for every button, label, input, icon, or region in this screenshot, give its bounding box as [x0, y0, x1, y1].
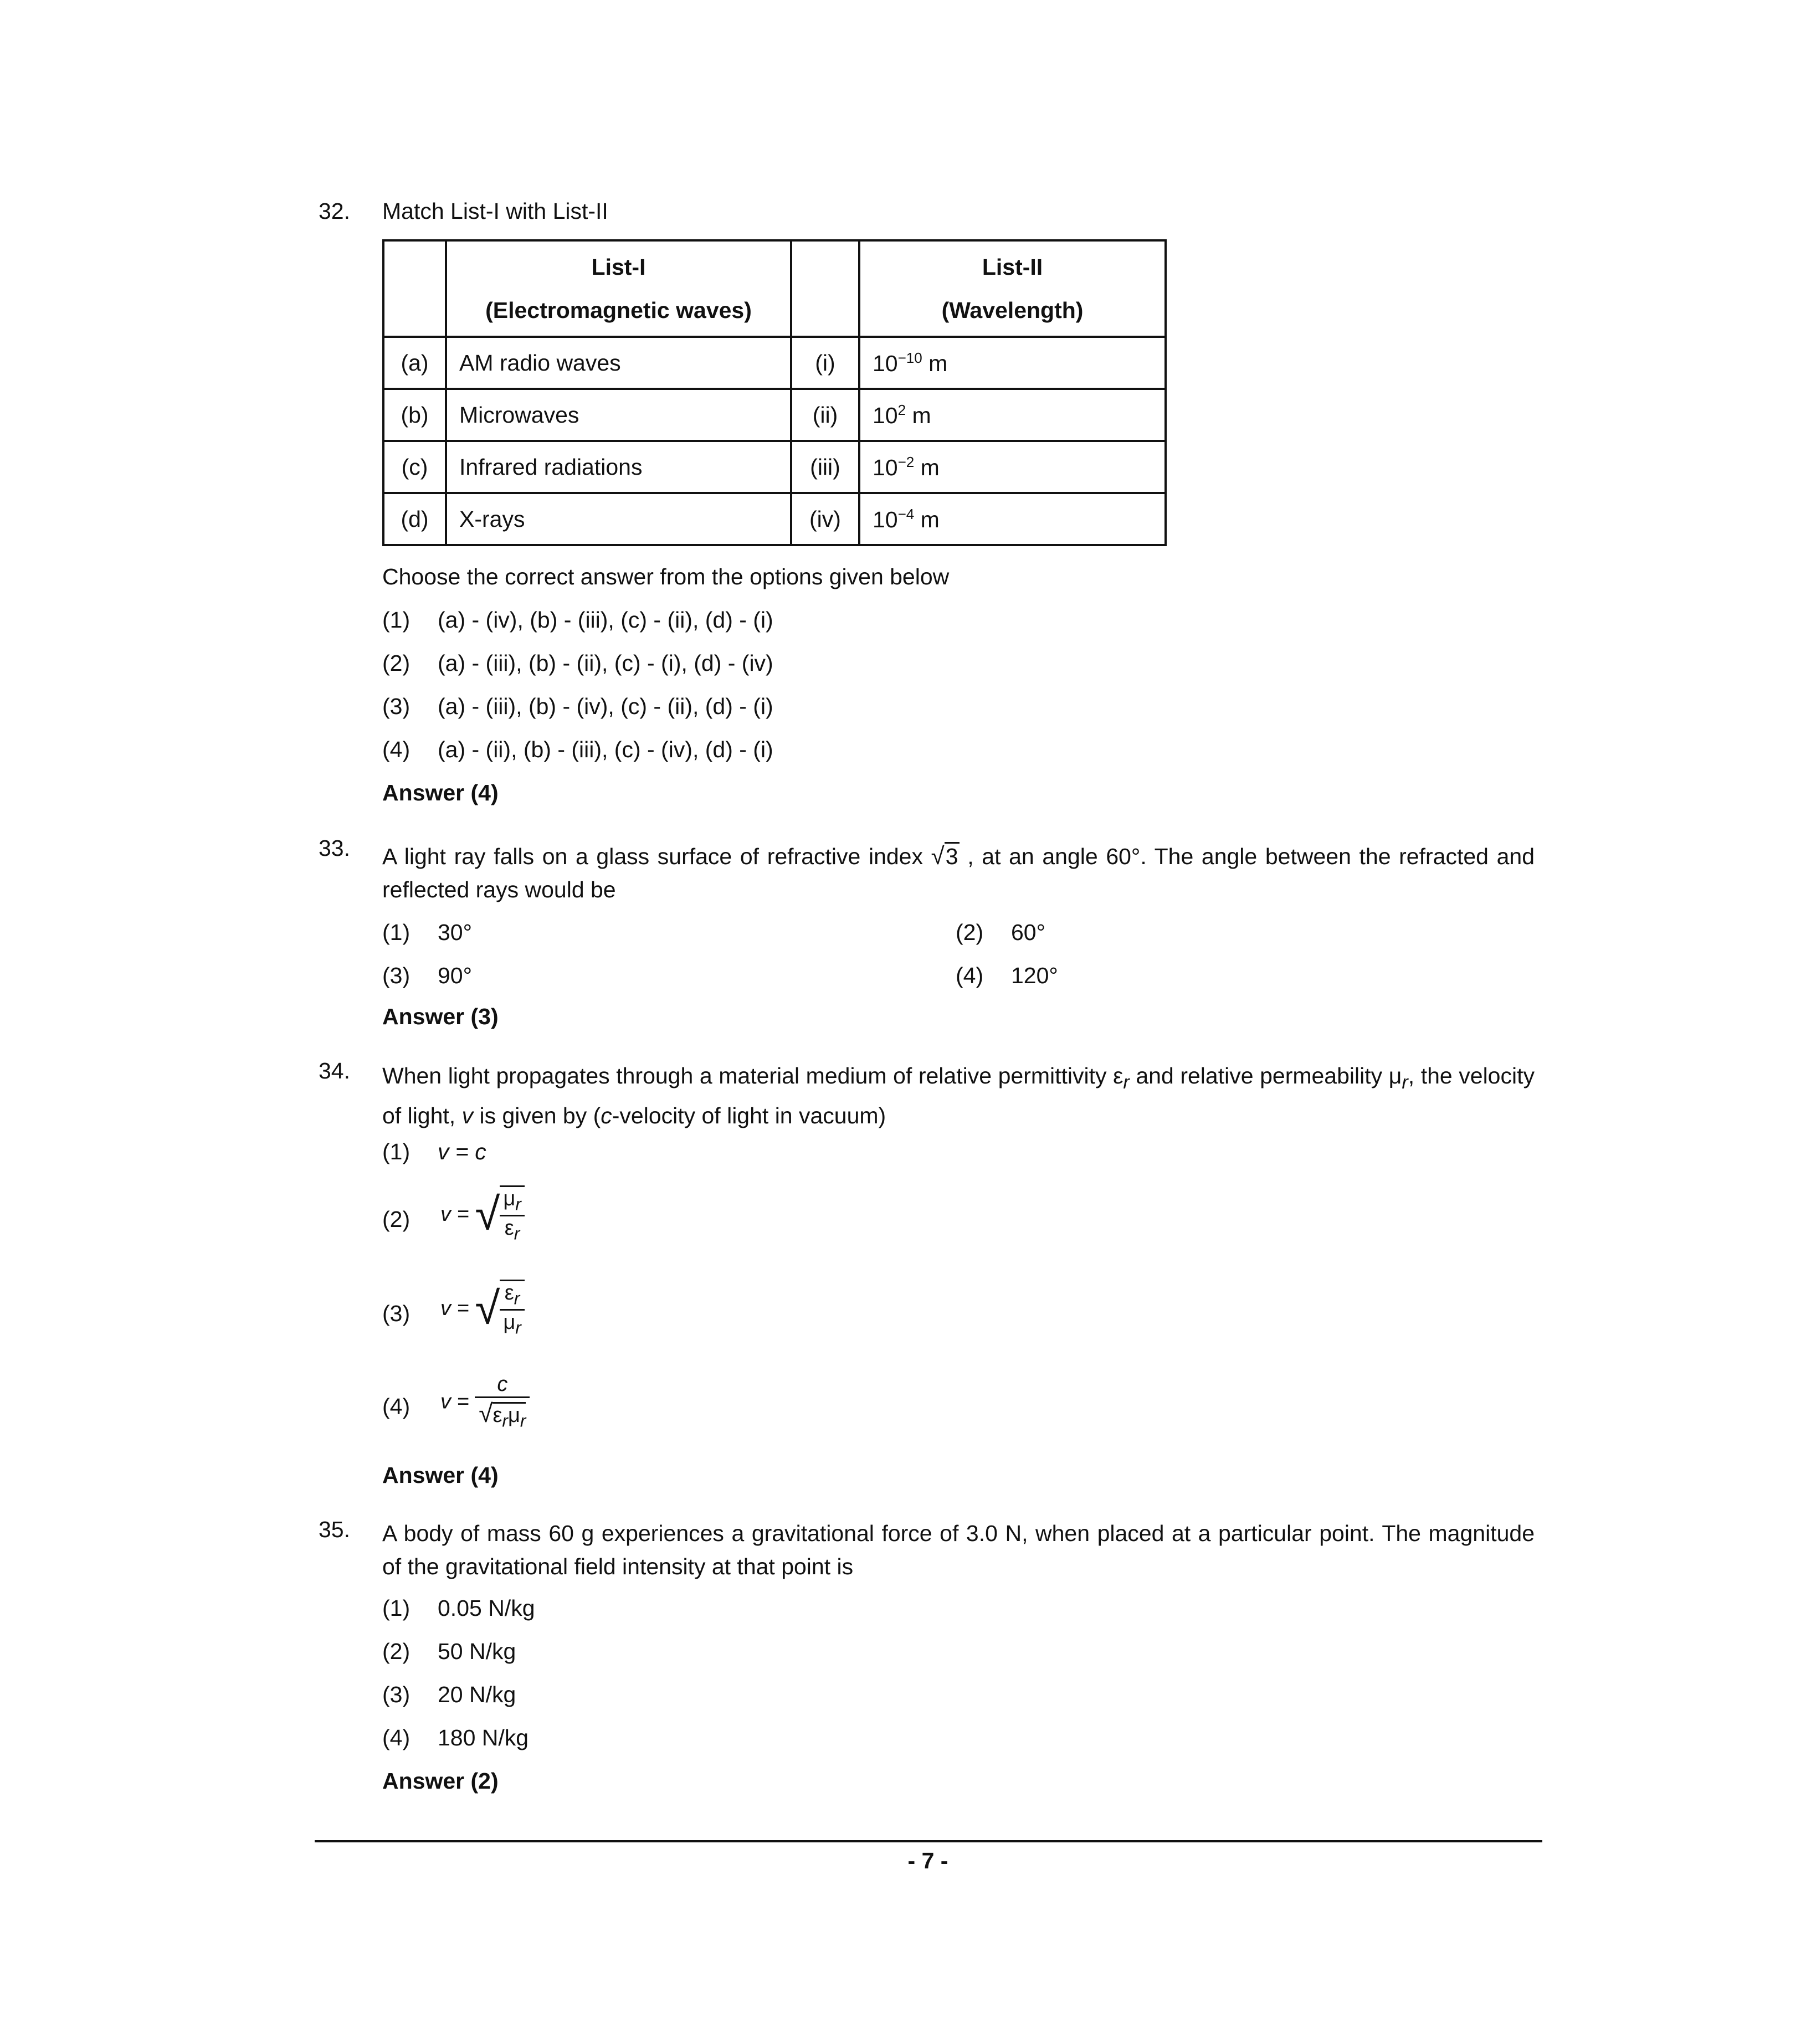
- list-1-header: List-I (Electromagnetic waves): [446, 240, 791, 337]
- question-number-32: 32.: [319, 198, 350, 224]
- list-2-header: List-II (Wavelength): [859, 240, 1166, 337]
- option-34-2-label: (2): [382, 1206, 411, 1232]
- table-row: (d) X-rays (iv) $10^{-4}$ m: [383, 493, 1166, 545]
- formula-34-4: v = $\frac{c}{√\varepsilon_r\mu_r}$: [440, 1373, 530, 1431]
- question-number-35: 35.: [319, 1517, 350, 1542]
- option-33-2: (2) 60°: [956, 920, 1046, 945]
- question-text-35: A body of mass 60 g experiences a gravitational force of 3.0 N, when placed at a particular point. The magnitude of the gravitational field intensity at that point is: [382, 1521, 1535, 1579]
- option-35-1: (1) 0.05 N/kg: [382, 1595, 535, 1621]
- answer-32: Answer (4): [382, 780, 499, 805]
- formula-34-2: v = √ $\frac{\mu_r}{\varepsilon_r}$: [440, 1185, 525, 1244]
- option-34-3-label: (3): [382, 1301, 411, 1326]
- option-33-1: (1) 30°: [382, 920, 473, 945]
- question-text-33: A light ray falls on a glass surface of refractive index √3 , at an angle 60°. The angle between the refracted and reflected rays would be: [382, 840, 1535, 906]
- option-32-3: (3) (a) - (iii), (b) - (iv), (c) - (ii), (d) - (i): [382, 694, 773, 719]
- option-35-2: (2) 50 N/kg: [382, 1639, 516, 1664]
- table-header-row: [383, 240, 1166, 337]
- choose-instruction: Choose the correct answer from the options given below: [382, 564, 950, 589]
- page-number: - 7 -: [907, 1848, 948, 1873]
- sqrt-symbol: √ $\frac{\varepsilon_r}{\mu_r}$: [475, 1280, 524, 1338]
- sqrt-symbol: √ $\frac{\mu_r}{\varepsilon_r}$: [475, 1185, 524, 1244]
- option-34-1: (1) v = c: [382, 1139, 486, 1164]
- question-text-32: Match List-I with List-II: [382, 198, 608, 224]
- option-32-1: (1) (a) - (iv), (b) - (iii), (c) - (ii), (d) - (i): [382, 607, 773, 633]
- question-number-34: 34.: [319, 1058, 350, 1083]
- answer-33: Answer (3): [382, 1004, 499, 1029]
- question-text-34: When light propagates through a material medium of relative permittivity $\varepsilon_r$ and relative permeability $\mu_r$, the velocity of light, v is given by (c-velocity of light in vacuum): [382, 1063, 1535, 1129]
- answer-35: Answer (2): [382, 1768, 499, 1794]
- option-33-3: (3) 90°: [382, 963, 473, 988]
- table-row: (b) Microwaves (ii) $10^2$ m: [383, 389, 1166, 441]
- formula-34-3: v = √ $\frac{\varepsilon_r}{\mu_r}$: [440, 1280, 525, 1338]
- option-33-4: (4) 120°: [956, 963, 1058, 988]
- answer-34: Answer (4): [382, 1462, 499, 1488]
- option-32-2: (2) (a) - (iii), (b) - (ii), (c) - (i), (d) - (iv): [382, 650, 773, 676]
- option-35-4: (4) 180 N/kg: [382, 1725, 529, 1750]
- question-number-33: 33.: [319, 835, 350, 861]
- table-row: (a) AM radio waves (i) $10^{-10}$ m: [383, 337, 1166, 389]
- sqrt-symbol: √3: [931, 843, 958, 870]
- option-32-4: (4) (a) - (ii), (b) - (iii), (c) - (iv), (d) - (i): [382, 737, 773, 762]
- option-34-4-label: (4): [382, 1394, 411, 1419]
- footer-divider: [315, 1840, 1542, 1842]
- table-row: (c) Infrared radiations (iii) $10^{-2}$ m: [383, 441, 1166, 493]
- match-table: [382, 239, 1167, 546]
- option-35-3: (3) 20 N/kg: [382, 1682, 516, 1707]
